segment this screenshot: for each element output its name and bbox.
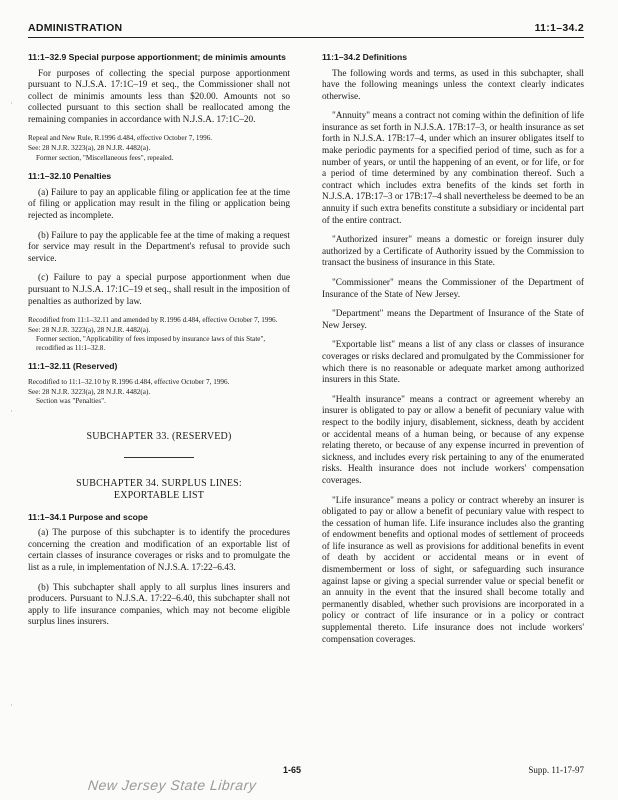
header-title: ADMINISTRATION bbox=[28, 22, 123, 34]
paragraph: For purposes of collecting the special purpose apportionment pursuant to N.J.S.A. 17:1C–19 et seq., the Commissioner shall not collect de minimis amounts less than $20.00. Amounts not so collected pursuant to this section shall be reallocated among the remaining companies in accordance with N.J.S.A. 17:1C–20. bbox=[28, 68, 290, 125]
history-note: See: 28 N.J.R. 3223(a), 28 N.J.R. 4482(a). bbox=[28, 325, 151, 334]
definition-life-insurance: "Life insurance" means a policy or contract whereby an insurer is obligated to pay or allow a benefit of pecuniary value with respect to the cessation of human life. Life insurance includes also the granting of endowment benefits and optional modes of settlement of proceeds of life insurance as well as provisions for additional benefits in event of death by accident or accidental means or in event of dismemberment or loss of sight, or safeguarding such insurance against lapse or giving a special surrender value or special benefit or an annuity in the event that the insured shall become totally and permanently disabled, whether such provisions are incorporated in a policy or contract of life insurance or in a policy or contract supplemental thereto. Life insurance does not include workers' compensation coverages. bbox=[322, 495, 584, 645]
history-note: Section was "Penalties". bbox=[36, 397, 106, 406]
definition-exportable-list: "Exportable list" means a list of any class or classes of insurance coverages or risks declared and promulgated by the Commissioner for which there is no reasonable or adequate market among authorized insurers in this State. bbox=[322, 340, 584, 386]
definition-commissioner: "Commissioner" means the Commissioner of the Department of Insurance of the State of New Jersey. bbox=[322, 278, 584, 300]
left-column bbox=[28, 52, 290, 637]
header-section-range: 11:1–34.2 bbox=[534, 22, 584, 34]
history-note: Recodified from 11:1–32.11 and amended by R.1996 d.484, effective October 7, 1996. bbox=[28, 316, 278, 325]
paragraph: (b) Failure to pay the applicable fee at the time of making a request for service may result in the Department's refusal to provide such service. bbox=[28, 230, 290, 264]
section-heading: 11:1–32.11 (Reserved) bbox=[28, 361, 118, 372]
history-note: Former section, "Miscellaneous fees", repealed. bbox=[36, 153, 174, 162]
definition-annuity: "Annuity" means a contract not coming within the definition of life insurance as set forth in N.J.S.A. 17B:17–3, or health insurance as set forth in N.J.S.A. 17B:17–4, under which an insurer obligates itself to make periodic payments for a specified period of time, such as for a number of years, or until the happening of an event, or for life, or for a period of time determined by any combination thereof. Such a contract which includes extra benefits of the kinds set forth in N.J.S.A. 17B:17–3 or 17B:17–4 shall nevertheless be deemed to be an annuity if such extra benefits constitute a subsidiary or incidental part of the entire contract. bbox=[322, 111, 584, 226]
history-note: See: 28 N.J.R. 3223(a), 28 N.J.R. 4482(a). bbox=[28, 387, 151, 396]
section-heading: 11:1–34.1 Purpose and scope bbox=[28, 511, 148, 522]
definition-department: "Department" means the Department of Insurance of the State of New Jersey. bbox=[322, 309, 584, 331]
paragraph: (a) The purpose of this subchapter is to identify the procedures concerning the creation and modification of an exportable list of certain classes of insurance coverages or risks and to promulgate the list as a rule, in implementation of N.J.S.A. 17:22–6.43. bbox=[28, 528, 290, 574]
subchapter-title: SUBCHAPTER 34. SURPLUS LINES: bbox=[76, 477, 242, 489]
history-note: Recodified to 11:1–32.10 by R.1996 d.484, effective October 7, 1996. bbox=[28, 377, 230, 386]
paragraph: (b) This subchapter shall apply to all surplus lines insurers and producers. Pursuant to N.J.S.A. 17:22–6.40, this subchapter shall not apply to life insurance companies, which may not become eligible surplus lines insurers. bbox=[28, 582, 290, 628]
library-stamp: New Jersey State Library bbox=[87, 777, 258, 793]
scan-mark: · bbox=[10, 406, 13, 416]
page-number: 1-65 bbox=[283, 765, 302, 775]
subchapter-subtitle: EXPORTABLE LIST bbox=[113, 489, 205, 501]
scan-mark: · bbox=[10, 98, 13, 108]
section-heading: 11:1–32.9 Special purpose apportionment; de minimis amounts bbox=[28, 52, 286, 62]
paragraph: (a) Failure to pay an applicable filing or application fee at the time of filing or application may result in the filing or application being rejected as incomplete. bbox=[28, 187, 290, 221]
history-note: Repeal and New Rule, R.1996 d.484, effective October 7, 1996. bbox=[28, 134, 213, 143]
paragraph: The following words and terms, as used in this subchapter, shall have the following meanings unless the context clearly indicates otherwise. bbox=[322, 68, 584, 102]
running-header bbox=[28, 20, 584, 38]
definition-health-insurance: "Health insurance" means a contract or agreement whereby an insurer is obligated to pay or allow a benefit of pecuniary value with respect to the bodily injury, disablement, sickness, death by accident or accidental means of a human being, or because of any expense relating thereto, or because of any expense incurred in prevention of sickness, and includes every risk pertaining to any of the enumerated risks. Health insurance does not include workers' compensation coverages. bbox=[322, 394, 584, 486]
history-note: Former section, "Applicability of fees imposed by insurance laws of this State", recodified as 11:1–32.8. bbox=[36, 335, 266, 352]
subchapter-title: SUBCHAPTER 33. (RESERVED) bbox=[86, 430, 232, 442]
section-heading: 11:1–34.2 Definitions bbox=[322, 52, 408, 62]
right-column bbox=[322, 52, 584, 654]
definition-authorized-insurer: "Authorized insurer" means a domestic or foreign insurer duly authorized by a Certificate of Authority issued by the Commission to transact the business of insurance in this State. bbox=[322, 235, 584, 269]
scan-mark: · bbox=[10, 700, 13, 710]
supplement-date: Supp. 11-17-97 bbox=[528, 765, 584, 775]
section-heading: 11:1–32.10 Penalties bbox=[28, 171, 112, 182]
history-note: See: 28 N.J.R. 3223(a), 28 N.J.R. 4482(a). bbox=[28, 144, 151, 153]
paragraph: (c) Failure to pay a special purpose apportionment when due pursuant to N.J.S.A. 17:1C–19 et seq., shall result in the imposition of penalties as authorized by law. bbox=[28, 273, 290, 307]
